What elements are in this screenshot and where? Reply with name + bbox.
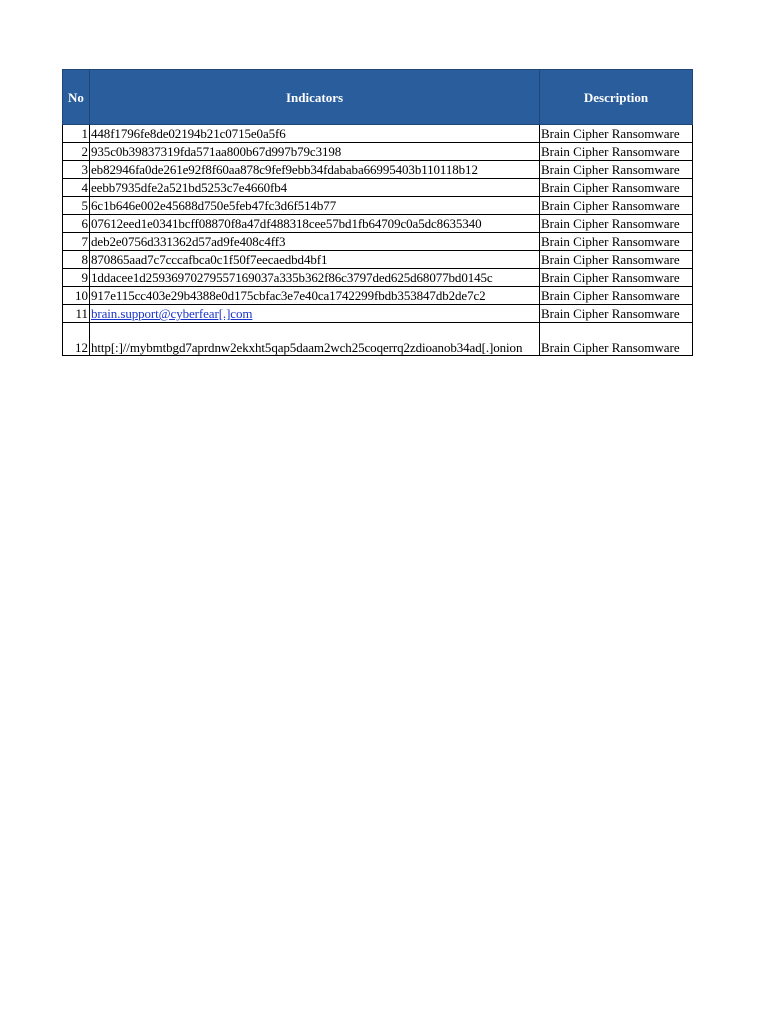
email-link[interactable]: brain.support@cyberfear[.]com (91, 306, 253, 321)
table-header-row (63, 70, 693, 125)
table-row (63, 269, 693, 287)
row-number: 11 (63, 305, 90, 323)
description-cell: Brain Cipher Ransomware (540, 125, 693, 143)
table-row (63, 125, 693, 143)
row-number: 7 (63, 233, 90, 251)
ioc-table (62, 69, 693, 356)
header-indicators: Indicators (90, 70, 540, 125)
row-number: 4 (63, 179, 90, 197)
header-no: No (63, 70, 90, 125)
indicator-cell: 870865aad7c7cccafbca0c1f50f7eecaedbd4bf1 (90, 251, 540, 269)
header-description: Description (540, 70, 693, 125)
table-row (63, 287, 693, 305)
description-cell: Brain Cipher Ransomware (540, 179, 693, 197)
indicator-cell: deb2e0756d331362d57ad9fe408c4ff3 (90, 233, 540, 251)
row-number: 10 (63, 287, 90, 305)
indicator-cell: 07612eed1e0341bcff08870f8a47df488318cee57bd1fb64709c0a5dc8635340 (90, 215, 540, 233)
table-row (63, 161, 693, 179)
table-row (63, 197, 693, 215)
row-number: 2 (63, 143, 90, 161)
indicator-cell: eb82946fa0de261e92f8f60aa878c9fef9ebb34fdababa66995403b110118b12 (90, 161, 540, 179)
table-row (63, 179, 693, 197)
table-row (63, 323, 693, 356)
description-cell: Brain Cipher Ransomware (540, 323, 693, 356)
table-row (63, 233, 693, 251)
description-cell: Brain Cipher Ransomware (540, 287, 693, 305)
description-cell: Brain Cipher Ransomware (540, 161, 693, 179)
description-cell: Brain Cipher Ransomware (540, 215, 693, 233)
indicator-cell: 935c0b39837319fda571aa800b67d997b79c3198 (90, 143, 540, 161)
table-row (63, 251, 693, 269)
indicator-cell: 917e115cc403e29b4388e0d175cbfac3e7e40ca1742299fbdb353847db2de7c2 (90, 287, 540, 305)
indicator-cell: 448f1796fe8de02194b21c0715e0a5f6 (90, 125, 540, 143)
indicator-cell: eebb7935dfe2a521bd5253c7e4660fb4 (90, 179, 540, 197)
description-cell: Brain Cipher Ransomware (540, 233, 693, 251)
description-cell: Brain Cipher Ransomware (540, 269, 693, 287)
table-row (63, 215, 693, 233)
row-number: 6 (63, 215, 90, 233)
row-number: 8 (63, 251, 90, 269)
indicator-cell (90, 305, 540, 323)
row-number: 9 (63, 269, 90, 287)
description-cell: Brain Cipher Ransomware (540, 143, 693, 161)
indicator-cell: http[:]//mybmtbgd7aprdnw2ekxht5qap5daam2wch25coqerrq2zdioanob34ad[.]onion (90, 323, 540, 356)
row-number: 12 (63, 323, 90, 356)
row-number: 3 (63, 161, 90, 179)
description-cell: Brain Cipher Ransomware (540, 251, 693, 269)
row-number: 5 (63, 197, 90, 215)
indicator-cell: 6c1b646e002e45688d750e5feb47fc3d6f514b77 (90, 197, 540, 215)
description-cell: Brain Cipher Ransomware (540, 197, 693, 215)
description-cell: Brain Cipher Ransomware (540, 305, 693, 323)
table-row (63, 305, 693, 323)
indicator-cell: 1ddacee1d25936970279557169037a335b362f86c3797ded625d68077bd0145c (90, 269, 540, 287)
table-row (63, 143, 693, 161)
row-number: 1 (63, 125, 90, 143)
